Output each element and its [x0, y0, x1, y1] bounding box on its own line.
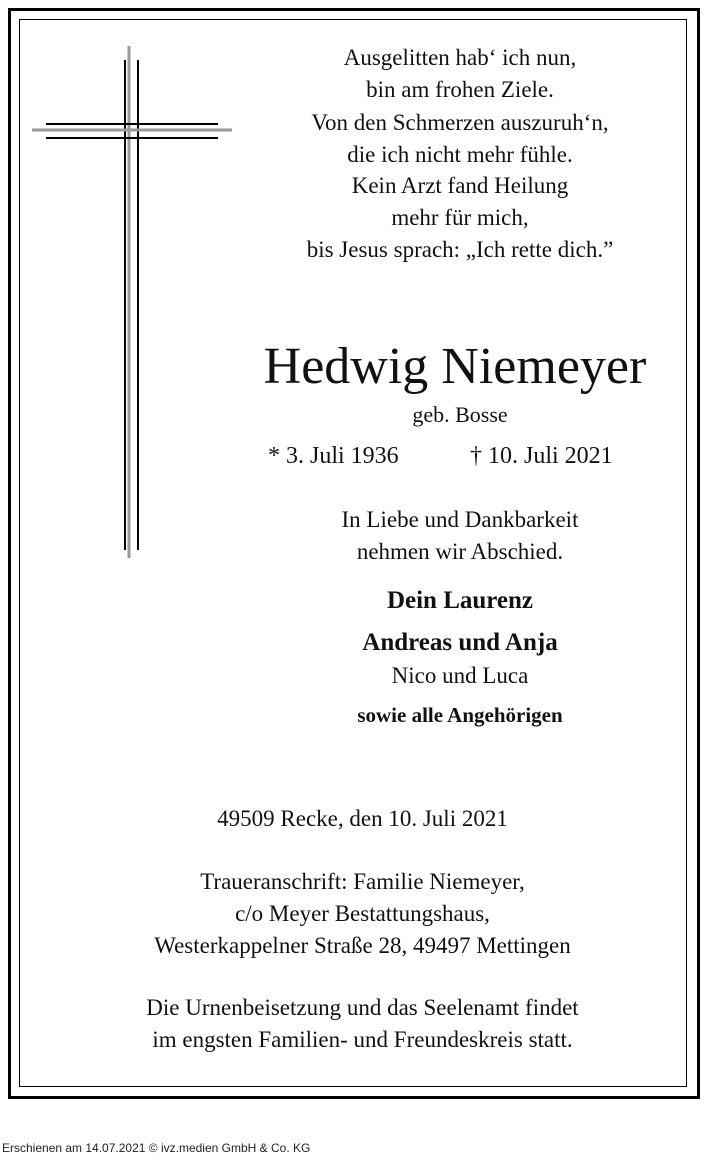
farewell-line: nehmen wir Abschied.: [356, 539, 564, 564]
publication-footer: Erschienen am 14.07.2021 © ivz.medien GmbH & Co. KG: [2, 1141, 311, 1155]
verse-line: Ausgelitten hab‘ ich nun,: [343, 45, 577, 70]
verse-line: bis Jesus sprach: „Ich rette dich.”: [306, 237, 614, 262]
verse-line: Von den Schmerzen auszuruh‘n,: [311, 110, 609, 135]
address-line: c/o Meyer Bestattungshaus,: [235, 901, 490, 926]
death-date: † 10. Juli 2021: [470, 443, 613, 469]
verse-line: bin am frohen Ziele.: [366, 77, 554, 102]
ceremony-line: im engsten Familien- und Freundeskreis statt.: [152, 1027, 573, 1052]
family-line: Andreas und Anja: [362, 629, 558, 656]
place-date: 49509 Recke, den 10. Juli 2021: [217, 806, 508, 831]
family-line: Dein Laurenz: [386, 587, 534, 614]
verse-line: Kein Arzt fand Heilung: [351, 173, 569, 198]
maiden-name: geb. Bosse: [412, 402, 508, 427]
ceremony-line: Die Urnenbeisetzung und das Seelenamt findet: [146, 995, 579, 1020]
family-line: sowie alle Angehörigen: [357, 703, 563, 727]
family-line: Nico und Luca: [391, 663, 529, 688]
farewell-line: In Liebe und Dankbarkeit: [341, 507, 579, 532]
verse-line: die ich nicht mehr fühle.: [347, 142, 573, 167]
address-line: Traueranschrift: Familie Niemeyer,: [200, 869, 525, 894]
verse-line: mehr für mich,: [391, 205, 529, 230]
address-line: Westerkappelner Straße 28, 49497 Mettingen: [154, 933, 571, 958]
birth-date: * 3. Juli 1936: [268, 443, 399, 469]
deceased-name: Hedwig Niemeyer: [263, 338, 647, 395]
cross-icon: [32, 46, 232, 558]
